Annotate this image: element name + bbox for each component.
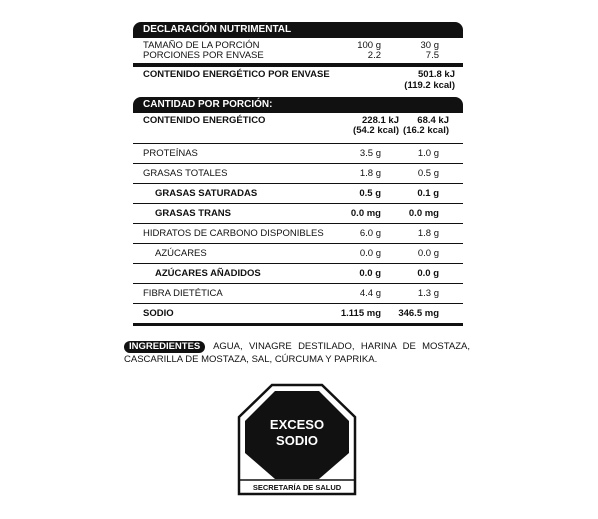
nutrient-label: FIBRA DIETÉTICA (143, 288, 223, 299)
nutrient-value-portion: 0.5 g (417, 168, 439, 179)
nutrient-label: SODIO (143, 308, 174, 319)
nutrient-label: GRASAS TRANS (155, 208, 232, 219)
nutrient-value-portion: 0.0 g (417, 248, 439, 259)
ingredients-block (124, 340, 470, 366)
nutrient-value-portion: 0.1 g (417, 188, 439, 199)
ingredients-text: AGUA, VINAGRE DESTILADO, HARINA DE MOSTAZA, CASCARILLA DE MOSTAZA, SAL, CÚRCUMA Y PAPRIKA. (124, 341, 470, 365)
energy-100g-kj: 228.1 kJ (362, 115, 399, 126)
nutrient-row-saturated-fat (133, 184, 463, 203)
nutrient-value-portion: 1.0 g (417, 148, 439, 159)
nutrient-label: AZÚCARES AÑADIDOS (155, 268, 261, 279)
nutrition-facts-panel (133, 22, 463, 326)
ingredients-label: INGREDIENTES (124, 341, 205, 353)
energy-portion-kj: 68.4 kJ (417, 115, 449, 126)
seal-footer: SECRETARÍA DE SALUD (252, 483, 342, 492)
nutrient-row-sugars (133, 244, 463, 263)
nutrient-value-portion: 1.8 g (417, 228, 439, 239)
energy-label: CONTENIDO ENERGÉTICO (143, 115, 266, 126)
nutrient-label: PROTEÍNAS (143, 148, 198, 159)
nutrient-value-100g: 4.4 g (359, 288, 381, 299)
nutrient-value-100g: 6.0 g (359, 228, 381, 239)
portions-row (133, 50, 463, 63)
energy-pack-kcal: (119.2 kcal) (404, 80, 455, 91)
nutrient-label: HIDRATOS DE CARBONO DISPONIBLES (143, 228, 324, 239)
serving-size-label: TAMAÑO DE LA PORCIÓN (143, 40, 260, 51)
nutrient-row-total-fat (133, 164, 463, 183)
nutrient-label: GRASAS TOTALES (143, 168, 228, 179)
energy-portion-kcal: (16.2 kcal) (403, 125, 449, 136)
energy-100g-kcal: (54.2 kcal) (353, 125, 399, 136)
energy-pack-label: CONTENIDO ENERGÉTICO POR ENVASE (143, 69, 330, 80)
energy-row (133, 113, 463, 143)
nutrient-row-sodium (133, 304, 463, 323)
nutrient-row-carbohydrates (133, 224, 463, 243)
portions-label: PORCIONES POR ENVASE (143, 50, 264, 61)
nutrition-title: DECLARACIÓN NUTRIMENTAL (133, 22, 463, 38)
nutrient-label: GRASAS SATURADAS (155, 188, 258, 199)
energy-pack-kj: 501.8 kJ (418, 69, 455, 80)
nutrient-value-100g: 1.8 g (359, 168, 381, 179)
portions-100g: 2.2 (367, 50, 381, 61)
nutrient-value-100g: 3.5 g (359, 148, 381, 159)
serving-size-row (133, 38, 463, 50)
portions-portion: 7.5 (425, 50, 439, 61)
seal-line2: SODIO (276, 433, 318, 448)
serving-size-100g: 100 g (357, 40, 381, 51)
energy-pack-row (133, 67, 463, 97)
nutrient-value-portion: 0.0 mg (408, 208, 439, 219)
nutrient-row-proteins (133, 144, 463, 163)
nutrient-value-100g: 1.115 mg (340, 308, 381, 319)
nutrient-value-100g: 0.0 mg (350, 208, 381, 219)
nutrient-value-100g: 0.5 g (359, 188, 381, 199)
nutrient-row-trans-fat (133, 204, 463, 223)
serving-size-portion: 30 g (420, 40, 439, 51)
nutrient-value-100g: 0.0 g (359, 248, 381, 259)
nutrient-label: AZÚCARES (155, 248, 207, 259)
nutrient-value-portion: 0.0 g (417, 268, 439, 279)
nutrient-value-portion: 346.5 mg (398, 308, 439, 319)
nutrient-row-added-sugars (133, 264, 463, 283)
per-portion-title: CANTIDAD POR PORCIÓN: (133, 97, 463, 113)
nutrient-row-fiber (133, 284, 463, 303)
divider (133, 323, 463, 326)
nutrient-value-100g: 0.0 g (359, 268, 381, 279)
nutrient-value-portion: 1.3 g (417, 288, 439, 299)
excess-sodium-seal (237, 383, 357, 496)
seal-line1: EXCESO (269, 417, 325, 432)
